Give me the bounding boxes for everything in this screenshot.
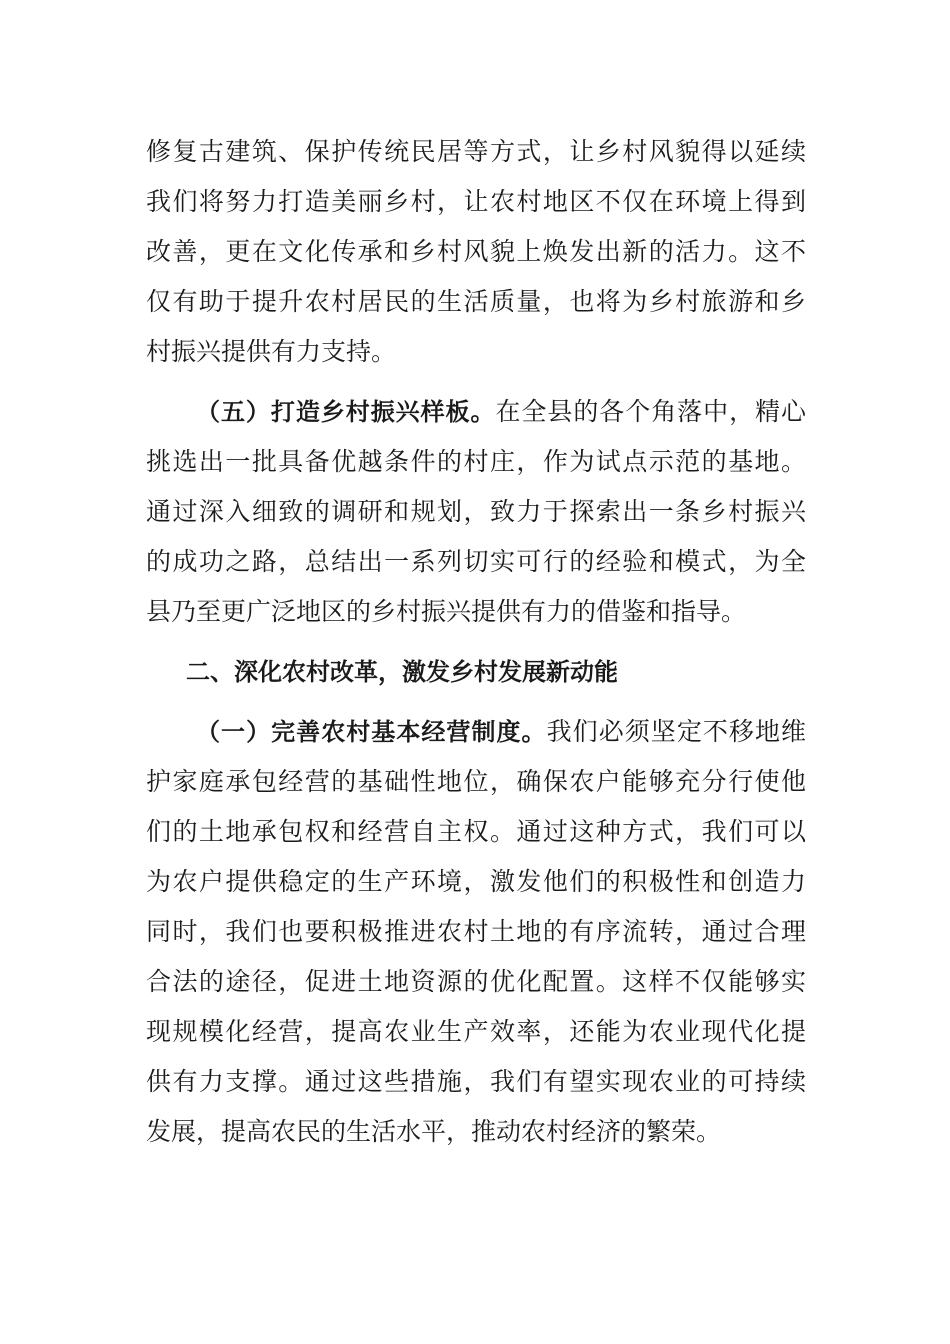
paragraph-line: 县乃至更广泛地区的乡村振兴提供有力的借鉴和指导。 [146,597,747,626]
chapter-title: 二、深化农村改革，激发乡村发展新动能 [186,658,618,686]
paragraph-line: 挑选出一批具备优越条件的村庄，作为试点示范的基地。 [146,447,806,476]
paragraph-line: 供有力支撑。通过这些措施，我们有望实现农业的可持续 [146,1067,806,1096]
section-five-first-line [196,392,806,432]
paragraph-line: 护家庭承包经营的基础性地位，确保农户能够充分行使他 [146,767,806,796]
section-one-first-line [196,712,806,752]
paragraph-line: 修复古建筑、保护传统民居等方式，让乡村风貌得以延续 [146,137,806,166]
paragraph-line: 的成功之路，总结出一系列切实可行的经验和模式，为全 [146,547,806,576]
section-five-heading: （五）打造乡村振兴样板。 [196,398,496,426]
section-one-heading: （一）完善农村基本经营制度。 [196,718,547,746]
section-one-first-line-text: 我们必须坚定不移地维 [546,717,806,746]
paragraph-line: 村振兴提供有力支持。 [146,337,397,366]
paragraph-line: 为农户提供稳定的生产环境，激发他们的积极性和创造力 [146,867,806,896]
paragraph-line: 发展，提高农民的生活水平，推动农村经济的繁荣。 [146,1117,722,1146]
section-five-first-line-text: 在全县的各个角落中，精心 [495,397,806,426]
paragraph-line: 仅有助于提升农村居民的生活质量，也将为乡村旅游和乡 [146,287,806,316]
paragraph-line: 合法的途径，促进土地资源的优化配置。这样不仅能够实 [146,967,806,996]
paragraph-line: 我们将努力打造美丽乡村，让农村地区不仅在环境上得到 [146,187,806,216]
paragraph-line: 同时，我们也要积极推进农村土地的有序流转，通过合理 [146,917,806,946]
paragraph-line: 们的土地承包权和经营自主权。通过这种方式，我们可以 [146,817,806,846]
paragraph-line: 通过深入细致的调研和规划，致力于探索出一条乡村振兴 [146,497,806,526]
paragraph-line: 现规模化经营，提高农业生产效率，还能为农业现代化提 [146,1017,806,1046]
paragraph-line: 改善，更在文化传承和乡村风貌上焕发出新的活力。这不 [146,237,806,266]
